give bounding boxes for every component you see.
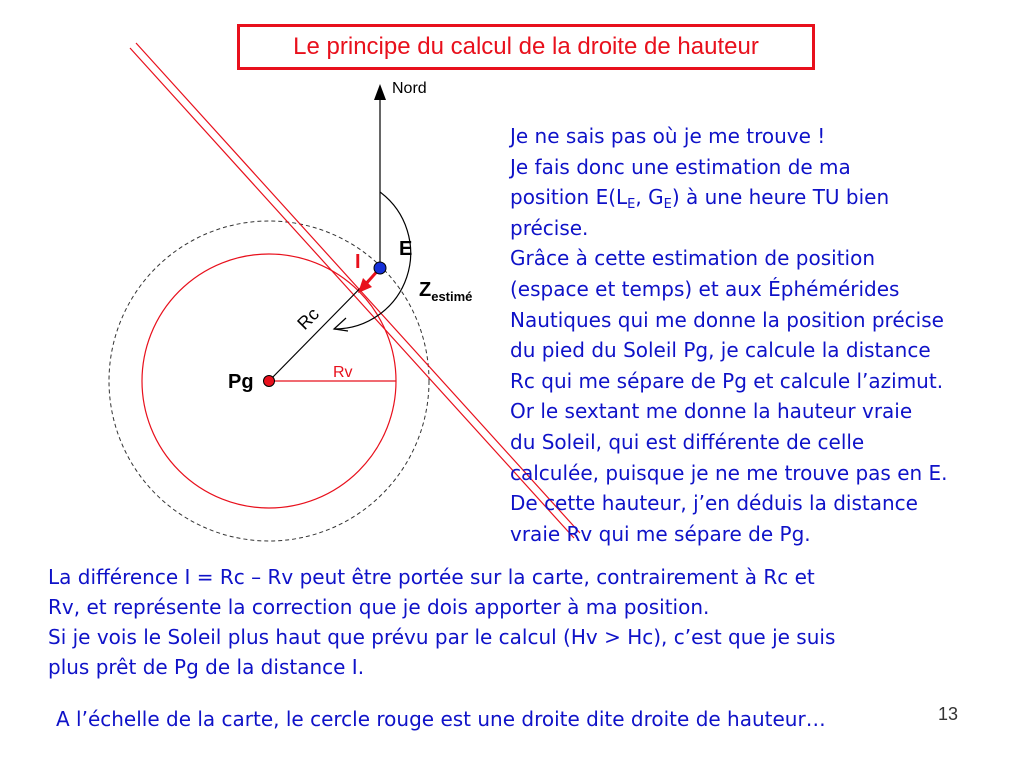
north-label: Nord [392, 80, 427, 97]
conclusion-text: A l’échelle de la carte, le cercle rouge est une droite dite droite de hauteur… [56, 707, 826, 731]
north-arrow-icon [374, 84, 386, 100]
explanation-line: Grâce à cette estimation de position [510, 246, 875, 271]
line3-pre: position E(L [510, 185, 628, 210]
slide-title: Le principe du calcul de la droite de hauteur [237, 24, 815, 70]
explanation-line: Or le sextant me donne la hauteur vraie [510, 399, 913, 424]
z-label-main: Z [419, 279, 432, 301]
sun-footprint-point [264, 376, 275, 387]
pg-label: Pg [228, 371, 254, 393]
explanation-line: précise. [510, 215, 589, 240]
rc-label: Rc [293, 303, 323, 334]
estimated-position-point [374, 262, 386, 274]
i-label: I [355, 251, 361, 273]
line3-post: ) à une heure TU bien [671, 185, 890, 210]
explanation-line: (espace et temps) et aux Éphémérides [510, 276, 900, 301]
line-of-position-a [130, 48, 574, 538]
explanation-line: Je ne sais pas où je me trouve ! [510, 124, 826, 148]
line3-mid: , G [635, 185, 664, 210]
e-label: E [399, 238, 413, 260]
explanation-line: De cette hauteur, j’en déduis la distance [510, 491, 918, 516]
explanation-line: Je fais donc une estimation de ma [510, 154, 851, 179]
explanation-line: du pied du Soleil Pg, je calcule la distance [510, 338, 931, 363]
difference-line: Si je vois le Soleil plus haut que prévu par le calcul (Hv > Hc), c’est que je suis [48, 625, 836, 649]
difference-line: Rv, et représente la correction que je dois apporter à ma position. [48, 595, 710, 619]
explanation-line: du Soleil, qui est différente de celle [510, 429, 865, 454]
slide-number: 13 [938, 704, 959, 724]
difference-text [48, 562, 1008, 682]
difference-line: plus prêt de Pg de la distance I. [48, 655, 365, 679]
rv-label: Rv [333, 364, 353, 381]
line3-sub-e2: E [663, 197, 672, 213]
explanation-line [510, 182, 1024, 213]
explanation-line: Rc qui me sépare de Pg et calcule l’azimut. [510, 368, 944, 393]
azimuth-arc [334, 192, 411, 329]
difference-line: La différence I = Rc – Rv peut être portée sur la carte, contrairement à Rc et [48, 565, 815, 589]
explanation-text [510, 121, 1024, 549]
explanation-line: calculée, puisque je ne me trouve pas en E. [510, 460, 948, 485]
z-label-subscript: estimé [431, 289, 473, 304]
explanation-line: vraie Rv qui me sépare de Pg. [510, 521, 811, 546]
explanation-line: Nautiques qui me donne la position précise [510, 307, 944, 332]
z-label [419, 279, 472, 304]
line3-sub-e: E [627, 197, 636, 213]
